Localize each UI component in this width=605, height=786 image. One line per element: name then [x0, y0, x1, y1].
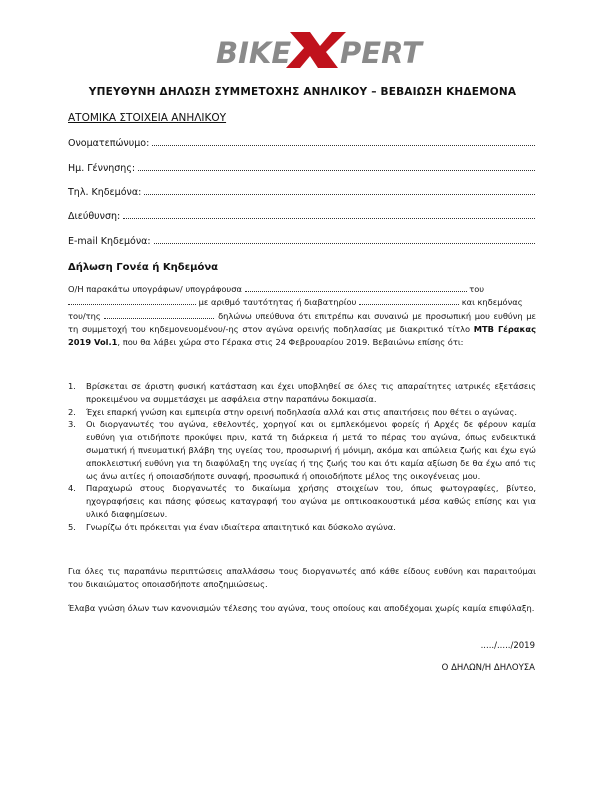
rules-paragraph: Έλαβα γνώση όλων των κανονισμών τέλεσης του αγώνα, τους οποίους και αποδέχομαι χωρίς καμία επιφύλαξη.: [68, 603, 535, 613]
list-item: 5. Γνωρίζω ότι πρόκειται για έναν ιδιαίτερα απαιτητικό και δύσκολο αγώνα.: [68, 521, 396, 532]
birth-date-line[interactable]: [138, 161, 535, 171]
guardian-email-field[interactable]: [68, 234, 535, 248]
id-number-line[interactable]: [359, 297, 459, 305]
list-item: 4. Παραχωρώ στους διοργανωτές το δικαίωμα χρήσης στοιχείων του, όπως φωτογραφίες, βίντεο, ηχογραφήσεις και πάσης φύσεως καταγραφή του αγώνα με οπτικοακουστικά μέσα καθώς επίσης και για υλικό διαφημίσεων.: [68, 483, 536, 519]
list-item: 2. Έχει επαρκή γνώση και εμπειρία στην ορεινή ποδηλασία αλλά και στις απαιτήσεις που θέτει ο αγώνας.: [68, 406, 517, 417]
minor-name-line[interactable]: [104, 311, 214, 319]
father-name-line[interactable]: [68, 297, 196, 305]
minor-details-heading: ΑΤΟΜΙΚΑ ΣΤΟΙΧΕΙΑ ΑΝΗΛΙΚΟΥ: [68, 112, 227, 124]
full-name-line[interactable]: [152, 136, 535, 146]
document-title: ΥΠΕΥΘΥΝΗ ΔΗΛΩΣΗ ΣΥΜΜΕΤΟΧΗΣ ΑΝΗΛΙΚΟΥ – ΒΕΒΑΙΩΣΗ ΚΗΔΕΜΟΝΑ: [88, 86, 517, 98]
svg-text:BIKE: BIKE: [216, 36, 292, 70]
list-item: 3. Οι διοργανωτές του αγώνα, εθελοντές, χορηγοί και οι εμπλεκόμενοι φορείς ή Αρχές δε φέρουν καμία ευθύνη για οτιδήποτε προκύψει πριν, κατά τη διάρκεια ή μετά το πέρας του αγώνα, όπως ενδεικτικά σωματική ή πνευματική βλάβη της υγείας του, προσωρινή ή μόνιμη, ακόμα και απώλεια ζωής και έχω εγώ αποκλειστική ευθύνη για τη διαφύλαξη της υγείας ή της ζωής του και ότι καμία αξίωση δε θα έχω από τις ως άνω αιτίες ή οποιασδήποτε συναφή, προσωπικά ή οποιοδήποτε μέλος της οικογένειας μου.: [68, 419, 536, 481]
conditions-list: [68, 380, 536, 534]
bikexpert-logo: [212, 30, 422, 70]
address-line[interactable]: [123, 209, 535, 219]
signature-date[interactable]: ...../...../2019: [480, 641, 535, 651]
address-field[interactable]: [68, 209, 535, 223]
full-name-label: Ονοματεπώνυμο:: [68, 138, 150, 149]
declaration-heading: Δήλωση Γονέα ή Κηδεμόνα: [68, 262, 219, 273]
birth-date-label: Ημ. Γέννησης:: [68, 163, 136, 174]
signer-label: Ο ΔΗΛΩΝ/Η ΔΗΛΟΥΣΑ: [441, 663, 535, 673]
declarant-name-line[interactable]: [245, 284, 467, 292]
list-item: 1. Βρίσκεται σε άριστη φυσική κατάσταση και έχει υποβληθεί σε όλες τις απαραίτητες ιατρικές εξετάσεις προκειμένου να συμμετάσχει με ασφάλεια στην παραπάνω δοκιμασία.: [68, 381, 536, 404]
guardian-email-label: E-mail Κηδεμόνα:: [68, 236, 151, 247]
guardian-phone-label: Τηλ. Κηδεμόνα:: [68, 187, 142, 198]
liability-paragraph: Για όλες τις παραπάνω περιπτώσεις απαλλάσσω τους διοργανωτές από κάθε είδους ευθύνη και παραιτούμαι του δικαιώματος οποιασδήποτε αποζημιώσεως.: [68, 566, 536, 590]
declaration-intro: Ο/Η παρακάτω υπογράφων/ υπογράφουσα του με αριθμό ταυτότητας ή διαβατηρίου και κηδεμόνας του/της δηλώνω υπεύθυνα ότι επιτρέπω και συναινώ με προσωπική μου ευθύνη με τη συμμετοχή του κηδεμονευομένου/-ης στον αγώνα ορεινής ποδηλασίας με διακριτικό τίτλο MTB Γέρακας 2019 Vol.1, που θα λάβει χώρα στο Γέρακα στις 24 Φεβρουαρίου 2019. Βεβαιώνω επίσης ότι:: [68, 284, 537, 348]
address-label: Διεύθυνση:: [68, 211, 121, 222]
guardian-phone-field[interactable]: [68, 185, 535, 199]
guardian-phone-line[interactable]: [144, 185, 535, 195]
guardian-email-line[interactable]: [154, 234, 535, 244]
full-name-field[interactable]: [68, 136, 535, 150]
birth-date-field[interactable]: [68, 161, 535, 175]
event-name: MTB Γέρακας 2019 Vol.1: [68, 323, 536, 348]
svg-text:PERT: PERT: [340, 36, 422, 70]
